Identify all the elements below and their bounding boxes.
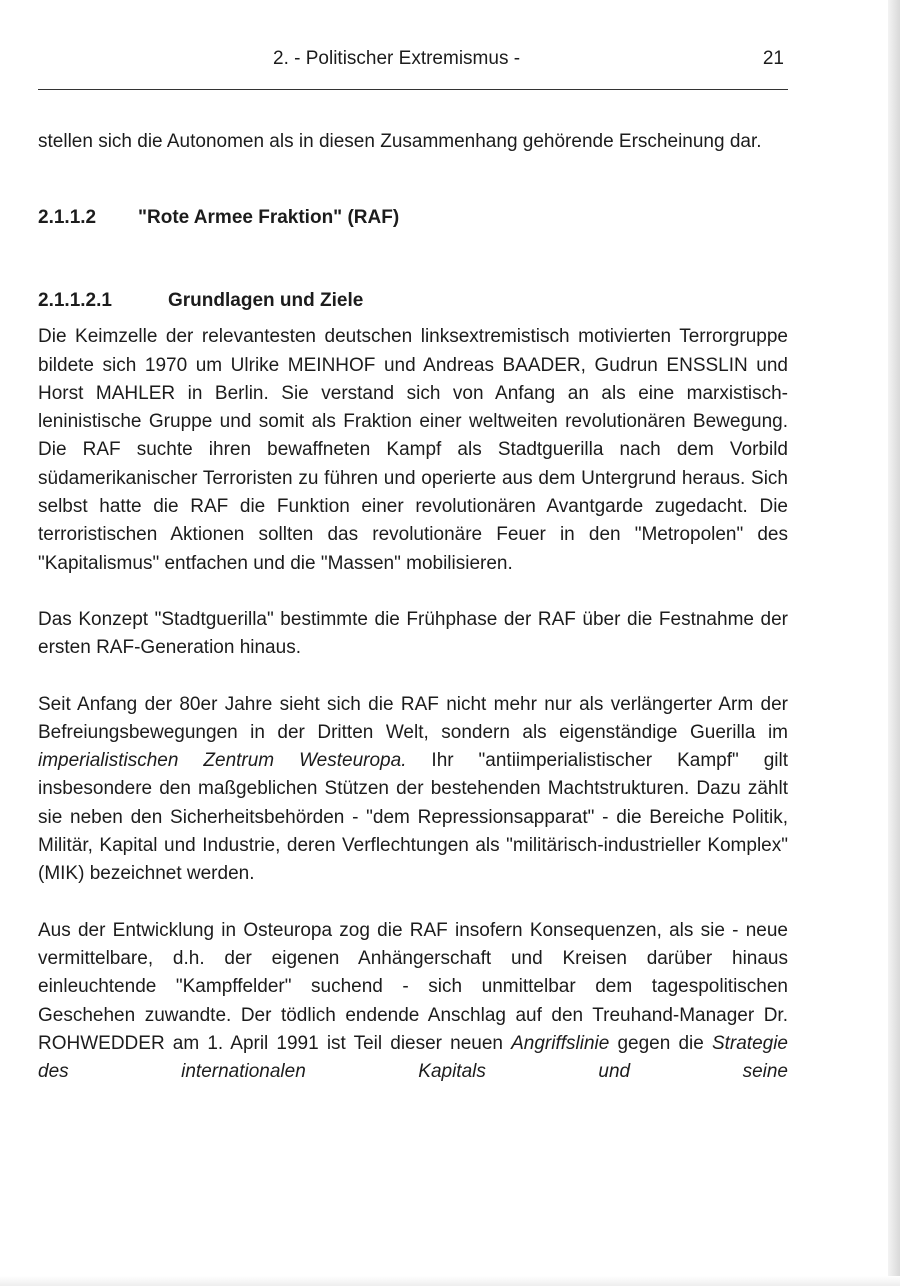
subsection-title: Grundlagen und Ziele (168, 290, 364, 312)
paragraph-4-text-b: gegen die (609, 1032, 712, 1054)
paragraph-4 (38, 917, 788, 1087)
page-bottom-shadow (0, 1276, 900, 1286)
paragraph-4-text-a: Aus der Entwicklung in Osteuropa zog die RAF insofern Konsequenzen, als sie - neue vermittelbare, d.h. der eigenen Anhängerschaft und Kreisen darüber hinaus einleuchtende "Kampffelder" suchend - sich unmittelbar dem tagespolitischen Geschehen zuwandte. Der tödlich endende Anschlag auf den Treuhand-Manager Dr. ROHWEDDER am 1. April 1991 ist Teil dieser neuen (38, 919, 788, 1054)
paragraph-4-emphasis-2: Strategie des internationalen Kapitals und seine (38, 1032, 788, 1083)
page-body (38, 128, 788, 1086)
section-heading (38, 204, 788, 232)
paragraph-3 (38, 691, 788, 889)
paragraph-2: Das Konzept "Stadtguerilla" bestimmte die Frühphase der RAF über die Festnahme der ersten RAF-Generation hinaus. (38, 608, 788, 659)
paragraph-4-emphasis-1: Angriffslinie (511, 1032, 610, 1054)
paragraph-3-text-a: Seit Anfang der 80er Jahre sieht sich die RAF nicht mehr nur als verlängerter Arm der Befreiungsbewegungen in der Dritten Welt, sondern als eigenständige Guerilla im (38, 693, 788, 743)
section-number: 2.1.1.2 (38, 207, 97, 229)
paragraph-1: Die Keimzelle der relevantesten deutschen linksextremistisch motivierten Terrorgruppe bildete sich 1970 um Ulrike MEINHOF und Andreas BAADER, Gudrun ENSSLIN und Horst MAHLER in Berlin. Sie verstand sich von Anfang an als eine marxistisch-leninistische Gruppe und somit als Fraktion einer weltweiten revolutionären Bewegung. Die RAF suchte ihren bewaffneten Kampf als Stadtguerilla nach dem Vorbild südamerikanischer Terroristen zu führen und operierte aus dem Untergrund heraus. Sich selbst hatte die RAF die Funktion einer revolutionären Avantgarde zugedacht. Die terroristischen Aktionen sollten das revolutionäre Feuer in den "Metropolen" des "Kapitalismus" entfachen und die "Massen" mobilisieren. (38, 326, 788, 574)
subsection-number: 2.1.1.2.1 (38, 290, 112, 312)
paragraph-3-emphasis: imperialistischen Zentrum Westeuropa. (38, 750, 407, 772)
page-number: 21 (762, 48, 784, 69)
header-title: 2. - Politischer Extremismus - (273, 48, 521, 69)
header-rule (38, 89, 788, 90)
paragraph-3-text-b: Ihr "antiimperialistischer Kampf" gilt insbesondere den maßgeblichen Stützen der bestehenden Machtstrukturen. Dazu zählt sie neben den Sicherheitsbehörden - "dem Repressionsapparat" - die Bereiche Politik, Militär, Kapital und Industrie, deren Verflechtungen als "militärisch-industrieller Komplex" (MIK) bezeichnet werden. (38, 750, 788, 885)
page-edge-shadow (888, 0, 900, 1286)
running-header (38, 48, 788, 78)
subsection-heading (38, 287, 788, 315)
intro-paragraph: stellen sich die Autonomen als in diesen Zusammenhang gehörende Erscheinung dar. (38, 131, 762, 152)
section-title: "Rote Armee Fraktion" (RAF) (138, 207, 400, 229)
